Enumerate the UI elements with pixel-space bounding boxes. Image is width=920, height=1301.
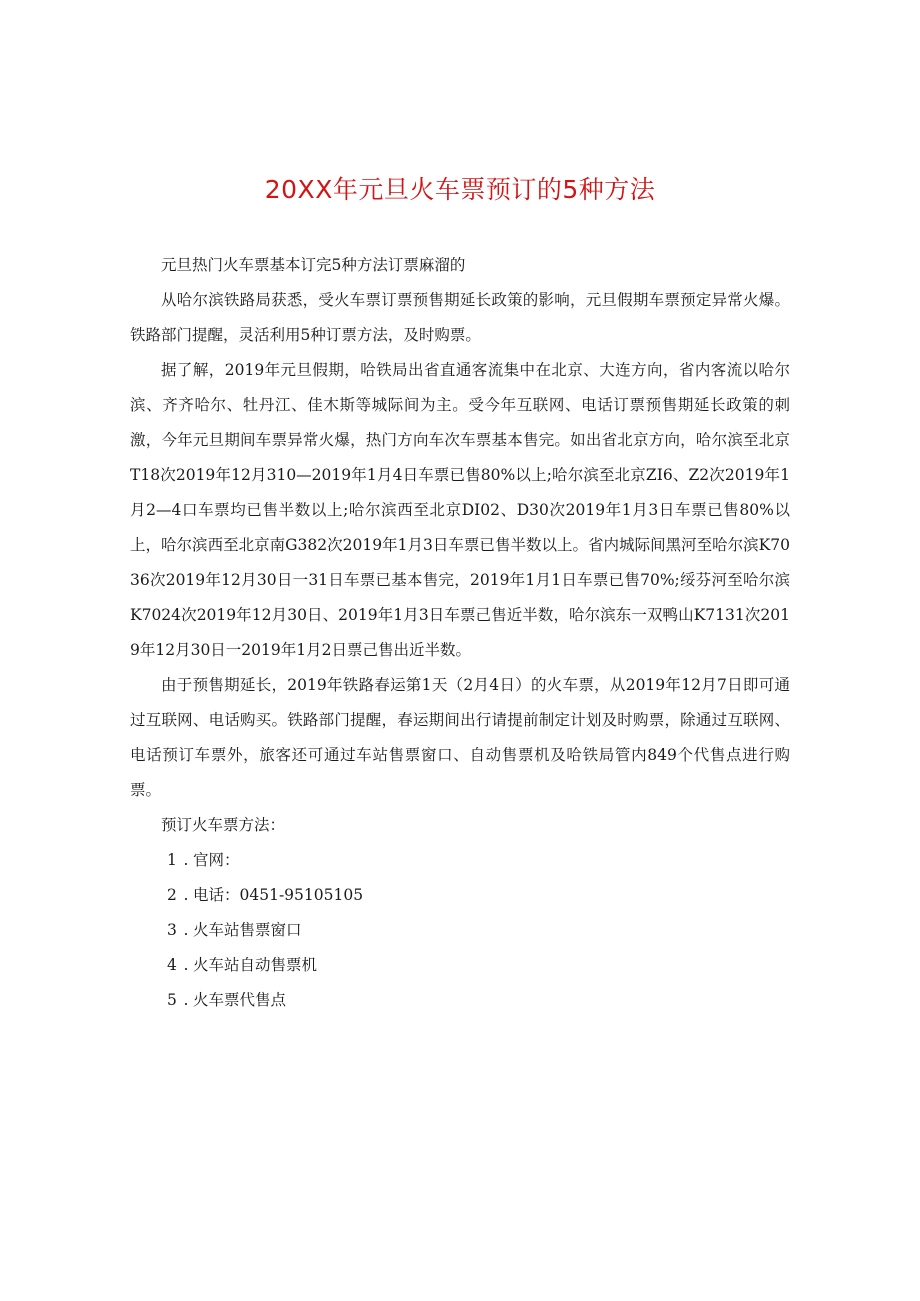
list-item: 2 . 电话：0451-95105105 — [130, 878, 790, 913]
paragraph-intro: 元旦热门火车票基本订完5种方法订票麻溜的 — [161, 256, 466, 274]
document-body — [130, 248, 790, 1018]
list-item-number: 1 — [167, 851, 177, 869]
list-item-text: 火车站售票窗口 — [193, 921, 302, 939]
list-item-number: 5 — [167, 991, 177, 1009]
list-item-text: 电话：0451-95105105 — [193, 886, 364, 904]
list-item: 3 . 火车站售票窗口 — [130, 913, 790, 948]
document-title: 20XX年元旦火车票预订的5种方法 — [264, 175, 656, 204]
list-item-text: 火车票代售点 — [193, 991, 287, 1009]
list-item-number: 2 — [167, 886, 177, 904]
methods-list — [130, 843, 790, 1018]
list-item: 4 . 火车站自动售票机 — [130, 948, 790, 983]
list-item-text: 官网： — [193, 851, 240, 869]
list-item-number: 4 — [167, 956, 177, 974]
list-item-number: 3 — [167, 921, 177, 939]
list-item-text: 火车站自动售票机 — [193, 956, 318, 974]
methods-heading: 预订火车票方法： — [161, 816, 286, 834]
list-item: 5 . 火车票代售点 — [130, 983, 790, 1018]
paragraph-presale: 由于预售期延长，2019年铁路春运第1天（2月4日）的火车票，从2019年12月7日即可通过互联网、电话购买。铁路部门提醒，春运期间出行请提前制定计划及时购票，除通过互联网、电话预订车票外，旅客还可通过车站售票窗口、自动售票机及哈铁局管内849个代售点进行购票。 — [130, 676, 790, 799]
paragraph-source: 从哈尔滨铁路局获悉，受火车票订票预售期延长政策的影响，元旦假期车票预定异常火爆。铁路部门提醒，灵活利用5种订票方法，及时购票。 — [130, 291, 790, 344]
list-item: 1 . 官网： — [130, 843, 790, 878]
paragraph-details: 据了解，2019年元旦假期，哈铁局出省直通客流集中在北京、大连方向，省内客流以哈尔滨、齐齐哈尔、牡丹江、佳木斯等城际间为主。受今年互联网、电话订票预售期延长政策的刺激，今年元旦期间车票异常火爆，热门方向车次车票基本售完。如出省北京方向，哈尔滨至北京T18次2019年12月310—2019年1月4日车票已售80%以上;哈尔滨至北京ZI6、Z2次2019年1月2—4口车票均已售半数以上;哈尔滨西至北京DI02、D30次2019年1月3日车票已售80%以上，哈尔滨西至北京南G382次2019年1月3日车票已售半数以上。省内城际间黑河至哈尔滨K7036次2019年12月30日一31日车票已基本售完，2019年1月1日车票已售70%;绥芬河至哈尔滨K7024次2019年12月30日、2019年1月3日车票己售近半数，哈尔滨东一双鸭山K7131次2019年12月30日一2019年1月2日票己售出近半数。 — [130, 361, 790, 659]
